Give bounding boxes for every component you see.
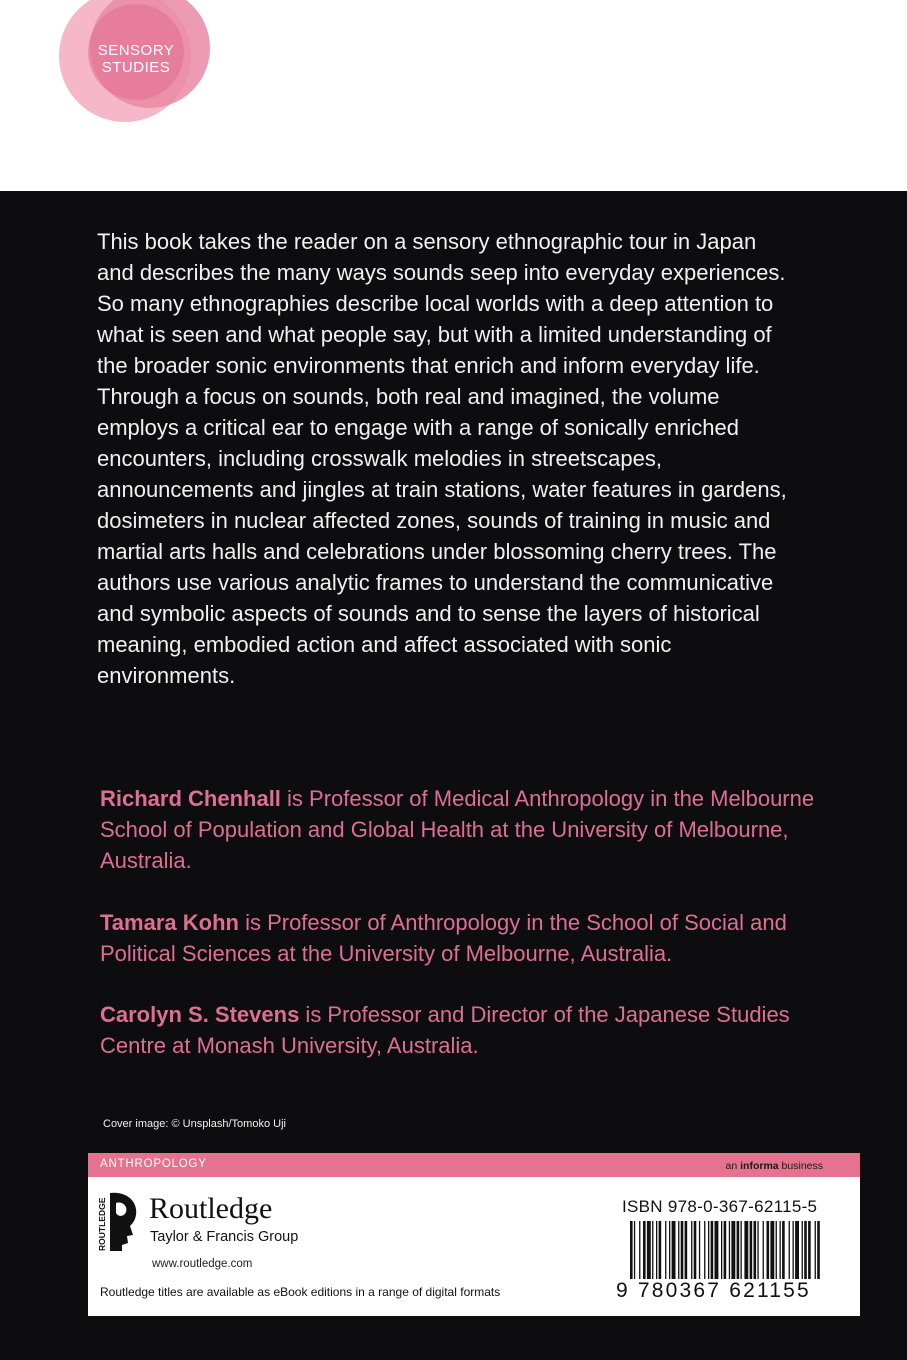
barcode-bar [669, 1221, 670, 1279]
barcode-bar [767, 1221, 770, 1279]
barcode-bar [793, 1221, 794, 1279]
barcode-bar [694, 1221, 697, 1279]
barcode-bar [802, 1221, 803, 1279]
author-name-3: Carolyn S. Stevens [100, 1002, 300, 1027]
barcode-bar [665, 1221, 666, 1279]
barcode-bar [815, 1221, 816, 1279]
sensory-studies-logo [0, 0, 260, 191]
barcode-bar [741, 1221, 742, 1279]
author-bio-text-3: is Professor and Director of the Japanese Studies Centre at Monash University, Australia. [100, 1002, 790, 1058]
barcode-bar [737, 1221, 740, 1279]
informa-prefix: an [725, 1160, 741, 1172]
author-bio-3 [100, 999, 820, 1061]
barcode-bar [750, 1221, 753, 1279]
author-name-1: Richard Chenhall [100, 786, 281, 811]
informa-tagline [726, 1160, 823, 1172]
barcode-bar [721, 1221, 722, 1279]
barcode-bar [808, 1221, 811, 1279]
author-name-2: Tamara Kohn [100, 910, 239, 935]
publisher-panel [88, 1177, 860, 1316]
author-bio-text-2: is Professor of Anthropology in the School of Social and Political Sciences at the University of Melbourne, Australia. [100, 910, 787, 966]
author-bio-2 [100, 907, 820, 969]
book-description: This book takes the reader on a sensory ethnographic tour in Japan and describes the many ways sounds seep into everyday experiences. So many ethnographies describe local worlds with a deep attention to what is seen and what people say, but with a limited understanding of the broader sonic environments that enrich and inform everyday life. Through a focus on sounds, both real and imagined, the volume employs a critical ear to engage with a range of sonically enriched encounters, including crosswalk melodies in streetscapes, announcements and jingles at train stations, water features in gardens, dosimeters in nuclear affected zones, sounds of training in music and martial arts halls and celebrations under blossoming cherry trees. The authors use various analytic frames to understand the communicative and symbolic aspects of sounds and to sense the layers of historical meaning, embodied action and affect associated with sonic environments. [97, 229, 787, 688]
barcode-bar [672, 1221, 676, 1279]
barcode-bar [744, 1221, 748, 1279]
barcode-bar [708, 1221, 709, 1279]
barcode-bar [685, 1221, 688, 1279]
barcode-bar [652, 1221, 653, 1279]
top-white-band [0, 0, 907, 191]
barcode-bar [754, 1221, 757, 1279]
series-name [86, 42, 186, 76]
barcode-bar [711, 1221, 714, 1279]
barcode-bar [656, 1221, 657, 1279]
routledge-head-shape [110, 1193, 136, 1251]
barcode-bar [780, 1221, 781, 1279]
barcode-bar [647, 1221, 651, 1279]
routledge-vertical-mark: ROUTLEDGE [97, 1197, 107, 1251]
barcode-bar [804, 1221, 807, 1279]
barcode-bar [634, 1221, 635, 1279]
barcode-bar [763, 1221, 764, 1279]
informa-suffix: business [778, 1160, 823, 1172]
informa-brand: informa [740, 1160, 779, 1172]
barcode-bar [789, 1221, 790, 1279]
publisher-name: Routledge [149, 1192, 273, 1225]
author-bio-text-1: is Professor of Medical Anthropology in the Melbourne School of Population and Global Health at the University of Melbourne, Australia. [100, 786, 815, 873]
ebook-note: Routledge titles are available as eBook editions in a range of digital formats [100, 1285, 501, 1299]
barcode-bar [678, 1221, 679, 1279]
barcode-bar [782, 1221, 785, 1279]
barcode-bar [795, 1221, 799, 1279]
cover-image-credit: Cover image: © Unsplash/Tomoko Uji [103, 1118, 286, 1130]
barcode-bar [691, 1221, 692, 1279]
author-bio-1 [100, 783, 820, 876]
barcode-graphic [616, 1221, 828, 1279]
barcode-bar [724, 1221, 727, 1279]
subject-category: ANTHROPOLOGY [100, 1158, 207, 1170]
routledge-head-icon [96, 1191, 142, 1253]
barcode-bar [731, 1221, 735, 1279]
series-name-line-1: SENSORY [97, 42, 175, 59]
barcode-bar [770, 1221, 774, 1279]
barcode-digits: 9 780367 621155 [616, 1279, 811, 1302]
barcode-bar [699, 1221, 700, 1279]
series-name-line-2: STUDIES [101, 59, 171, 76]
barcode-bar [776, 1221, 777, 1279]
publisher-website: www.routledge.com [152, 1258, 253, 1270]
barcode-bar [757, 1221, 758, 1279]
barcode-bar [659, 1221, 662, 1279]
barcode-bar [643, 1221, 646, 1279]
category-bar [88, 1153, 860, 1177]
barcode-bar [704, 1221, 705, 1279]
barcode-bar [817, 1221, 820, 1279]
barcode-bar [639, 1221, 640, 1279]
barcode-bar [681, 1221, 684, 1279]
barcode-bar [630, 1221, 633, 1279]
barcode-bar [729, 1221, 730, 1279]
publisher-group: Taylor & Francis Group [150, 1229, 299, 1245]
barcode-bar [715, 1221, 719, 1279]
isbn: ISBN 978-0-367-62115-5 [622, 1197, 818, 1216]
